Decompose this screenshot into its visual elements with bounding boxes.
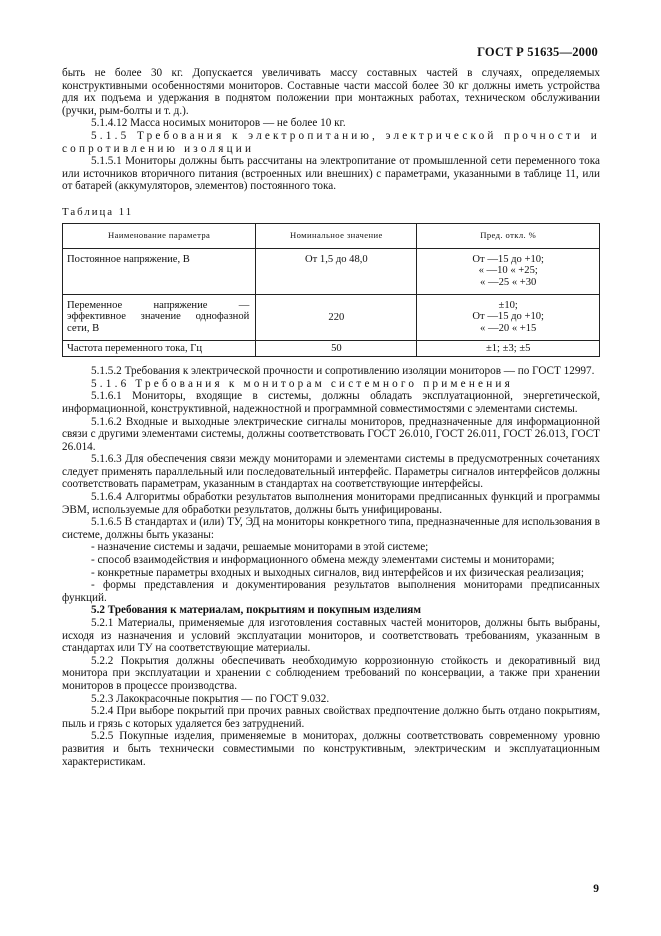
paragraph-5-1-6-3: 5.1.6.3 Для обеспечения связи между мониторами и элементами системы в предусмотренных сочетаниях следует применять параллельный или последовательный интерфейс. Параметры сигналов интерфейсов должны соответствовать параметрам, указанным в стандартах на соответствующие интерфейсы. <box>62 453 600 491</box>
paragraph-5-1-5-1: 5.1.5.1 Мониторы должны быть рассчитаны на электропитание от промышленной сети переменного тока или источников вторичного питания (встроенных или внешних) с параметрами, указанными в таблице 11, или от батарей (аккумуляторов, элементов) постоянного тока. <box>62 155 600 193</box>
list-item: - способ взаимодействия и информационного обмена между элементами системы и мониторами; <box>91 554 555 567</box>
table-caption: Таблица 11 <box>62 205 134 218</box>
deviation-line: « —20 « +15 <box>480 322 537 334</box>
section-heading-5-1-6: 5.1.6 Требования к мониторам системного применения <box>91 377 513 390</box>
nominal-value: 220 <box>328 312 345 324</box>
table-cell-nominal <box>256 294 417 340</box>
deviation-line: От —15 до +10; <box>472 253 545 265</box>
table-cell-param: Частота переменного тока, Гц <box>63 340 256 357</box>
deviation-line: ±10; <box>498 299 518 311</box>
table-cell-param: Постоянное напряжение, В <box>63 248 256 294</box>
paragraph-5-2-3: 5.2.3 Лакокрасочные покрытия — по ГОСТ 9.032. <box>91 692 330 705</box>
page-number: 9 <box>593 883 599 895</box>
section-heading-5-2: 5.2 Требования к материалам, покрытиям и покупным изделиям <box>91 604 421 617</box>
table-cell-deviation <box>417 248 600 294</box>
table-row <box>63 340 600 357</box>
document-header: ГОСТ Р 51635—2000 <box>477 45 598 59</box>
paragraph-5-1-4-12: 5.1.4.12 Масса носимых мониторов — не более 10 кг. <box>91 117 346 130</box>
paragraph-5-2-1: 5.2.1 Материалы, применяемые для изготовления составных частей мониторов, должны быть выбраны, исходя из назначения и условий эксплуатации мониторов, и соответствовать требованиям, указанным в стандартах или ТУ на соответствующие материалы. <box>62 617 600 655</box>
paragraph-5-1-6-5: 5.1.6.5 В стандартах и (или) ТУ, ЭД на мониторы конкретного типа, предназначенные для использования в системе, должны быть указаны: <box>62 516 600 541</box>
table-header-nominal: Номинальное значение <box>256 223 417 248</box>
paragraph-5-1-6-1: 5.1.6.1 Мониторы, входящие в системы, должны обладать эксплуатационной, энергетической, информационной, конструктивной, надежностной и программной совместимостями с элементами системы. <box>62 390 600 415</box>
table-row <box>63 294 600 340</box>
table-cell-nominal: От 1,5 до 48,0 <box>256 248 417 294</box>
deviation-line: От —15 до +10; <box>472 311 545 323</box>
document-body <box>62 67 600 768</box>
deviation-line: « —25 « +30 <box>480 276 537 288</box>
table-cell-deviation <box>417 294 600 340</box>
deviation-line: « —10 « +25; <box>478 265 538 277</box>
table-cell-param: Переменное напряжение — эффективное значение однофазной сети, В <box>63 294 256 340</box>
table-11 <box>62 223 600 358</box>
table-cell-nominal: 50 <box>256 340 417 357</box>
paragraph-5-2-2: 5.2.2 Покрытия должны обеспечивать необходимую коррозионную стойкость и декоративный вид монитора при эксплуатации и хранении с соблюдением требований по консервации, а также при хранении мониторов в процессе производства. <box>62 654 600 692</box>
table-header-param: Наименование параметра <box>63 223 256 248</box>
paragraph-5-2-5: 5.2.5 Покупные изделия, применяемые в мониторах, должны соответствовать современному уровню развития и быть технически совместимыми по конструктивным, электрическим и эксплуатационным характеристикам. <box>62 730 600 768</box>
paragraph-5-1-5-2: 5.1.5.2 Требования к электрической прочности и сопротивлению изоляции мониторов — по ГОСТ 12997. <box>91 365 595 378</box>
section-heading-5-1-5: 5.1.5 Требования к электропитанию, электрической прочности и сопротивлению изоляции <box>62 129 600 155</box>
table-row <box>63 248 600 294</box>
paragraph-5-1-6-2: 5.1.6.2 Входные и выходные электрические сигналы мониторов, предназначенные для информационной связи с другими элементами системы, должны соответствовать ГОСТ 26.010, ГОСТ 26.011, ГОСТ 26.013, ГОСТ 26.014. <box>62 415 600 453</box>
paragraph-5-2-4: 5.2.4 При выборе покрытий при прочих равных свойствах предпочтение должно быть отдано покрытиям, пыль и грязь с которых удаляется без затруднений. <box>62 705 600 730</box>
deviation-line: ±1; ±3; ±5 <box>485 342 531 354</box>
table-header-deviation: Пред. откл. % <box>417 223 600 248</box>
paragraph-continuation: быть не более 30 кг. Допускается увеличивать массу составных частей в случаях, определяемых конструктивными особенностями мониторов. Составные части массой более 30 кг должны иметь устройства для их подъема и удержания в поднятом положении при монтажных работах, техническом обслуживании (ручки, рым-болты и т. д.). <box>62 67 600 117</box>
list-item: - формы представления и документирования результатов выполнения мониторами предписанных функций. <box>62 579 600 604</box>
list-item: - назначение системы и задачи, решаемые мониторами в этой системе; <box>91 541 429 554</box>
table-cell-deviation <box>417 340 600 357</box>
list-item: - конкретные параметры входных и выходных сигналов, вид интерфейсов и их физическая реализация; <box>91 566 584 579</box>
paragraph-5-1-6-4: 5.1.6.4 Алгоритмы обработки результатов выполнения мониторами предписанных функций и программы ЭВМ, используемые для обработки результатов, должны быть унифицированы. <box>62 491 600 516</box>
table-header-row <box>63 223 600 248</box>
